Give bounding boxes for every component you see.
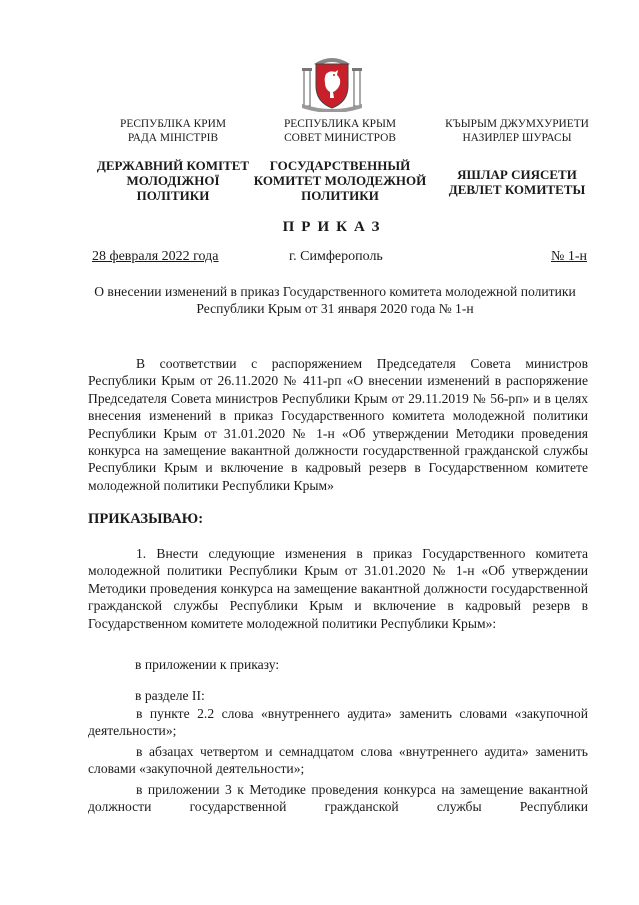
order-heading: ПРИКАЗЫВАЮ: xyxy=(88,511,204,527)
item-1-paragraph: 1. Внести следующие изменения в приказ Государственного комитета молодежной политики Республики Крым от 31.01.2020 № 1-н «Об утверждении Методики проведения конкурса на замещение вакантной должности государственной гражданской службы Республики Крым и включение в кадровый резерв в Государственном комитете молодежной политики Республики Крым»: xyxy=(88,546,588,631)
annex-3-paragraph: в приложении 3 к Методике проведения конкурса на замещение вакантной должности государственной гражданской службы Республики xyxy=(88,782,588,815)
header-left-block xyxy=(88,117,258,203)
header-left-line: РЕСПУБЛІКА КРИМ xyxy=(120,118,226,130)
header-left-committee: ПОЛІТИКИ xyxy=(136,188,210,203)
order-date: 28 февраля 2022 года xyxy=(92,249,219,264)
header-right-block xyxy=(432,117,602,197)
header-left-committee: ДЕРЖАВНИЙ КОМІТЕТ xyxy=(96,158,250,173)
header-center-committee: КОМИТЕТ МОЛОДЕЖНОЙ xyxy=(253,173,427,188)
crimea-coat-of-arms-icon xyxy=(300,56,364,112)
header-center-committee: ПОЛИТИКИ xyxy=(301,188,379,203)
section-line: в разделе II: xyxy=(135,688,205,703)
paragraphs-change-paragraph: в абзацах четвертом и семнадцатом слова «внутреннего аудита» заменить словами «закупочной деятельности»; xyxy=(88,744,588,777)
header-right-committee: ЯШЛАР СИЯСЕТИ xyxy=(457,167,577,182)
point-2-2-paragraph: в пункте 2.2 слова «внутреннего аудита» заменить словами «закупочной деятельности»; xyxy=(88,706,588,739)
header-center-line: СОВЕТ МИНИСТРОВ xyxy=(284,132,396,144)
header-right-line: НАЗИРЛЕР ШУРАСЫ xyxy=(462,132,572,144)
header-right-committee: ДЕВЛЕТ КОМИТЕТЫ xyxy=(448,182,586,197)
header-center-committee: ГОСУДАРСТВЕННЫЙ xyxy=(269,158,411,173)
order-number: № 1-н xyxy=(550,249,587,264)
date-line xyxy=(92,249,587,267)
order-subject: О внесении изменений в приказ Государственного комитета молодежной политики Республики Крым от 31 января 2020 года № 1-н xyxy=(94,284,576,316)
annex-line: в приложении к приказу: xyxy=(135,657,280,672)
header-center-line: РЕСПУБЛИКА КРЫМ xyxy=(283,118,397,130)
header-right-line: КЪЫРЫМ ДЖУМХУРИЕТИ xyxy=(445,118,589,130)
header-center-block xyxy=(250,117,430,203)
preamble-paragraph: В соответствии с распоряжением Председателя Совета министров Республики Крым от 26.11.2020 № 411-рп «О внесении изменений в распоряжение Председателя Совета министров Республики Крым от 29.11.2019 № 56-рп» и в целях внесения изменений в приказ Государственного комитета молодежной политики Республики Крым от 31.01.2020 № 1-н «Об утверждении Методики проведения конкурса на замещение вакантной должности государственной гражданской службы Республики Крым и включение в кадровый резерв в Государственном комитете молодежной политики Республики Крым» xyxy=(88,356,588,493)
document-type-title: ПРИКАЗ xyxy=(282,219,387,235)
header-left-line: РАДА МІНІСТРІВ xyxy=(127,132,219,144)
header-left-committee: МОЛОДІЖНОЇ xyxy=(126,173,220,188)
order-city: г. Симферополь xyxy=(289,249,383,264)
